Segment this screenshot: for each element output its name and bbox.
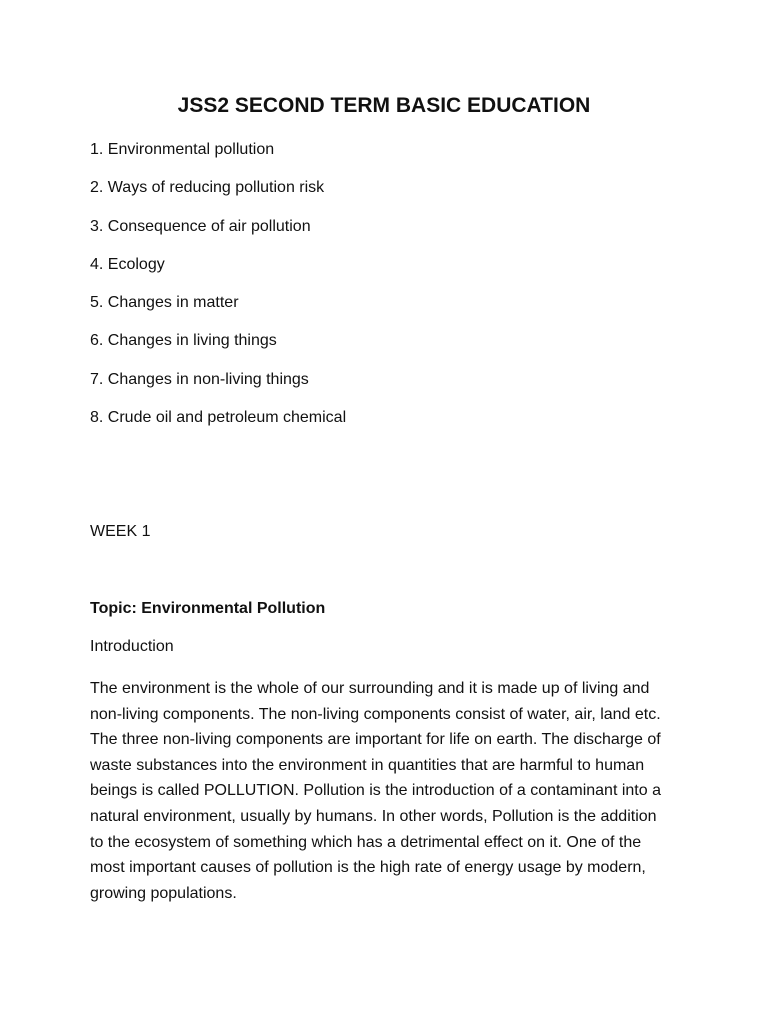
paragraph-line: natural environment, usually by humans. In other words, Pollution is the addition [90, 807, 657, 825]
week-heading: WEEK 1 [90, 523, 151, 540]
topics-list [90, 140, 346, 446]
paragraph-line: most important causes of pollution is the high rate of energy usage by modern, [90, 859, 646, 877]
paragraph-line: beings is called POLLUTION. Pollution is the introduction of a contaminant into a [90, 782, 661, 800]
list-item: 2. Ways of reducing pollution risk [90, 179, 325, 197]
introduction-heading: Introduction [90, 638, 174, 655]
paragraph-line: growing populations. [90, 884, 237, 902]
page-title: JSS2 SECOND TERM BASIC EDUCATION [177, 94, 591, 117]
list-item: 8. Crude oil and petroleum chemical [90, 409, 347, 427]
paragraph-line: non-living components. The non-living components consist of water, air, land etc. [90, 705, 661, 723]
list-item: 7. Changes in non-living things [90, 370, 309, 388]
introduction-paragraph [90, 676, 680, 906]
paragraph-line: The three non-living components are important for life on earth. The discharge of [90, 731, 661, 749]
list-item: 3. Consequence of air pollution [90, 217, 311, 235]
topic-heading: Topic: Environmental Pollution [90, 600, 326, 617]
paragraph-line: The environment is the whole of our surrounding and it is made up of living and [90, 680, 650, 697]
list-item: 1. Environmental pollution [90, 141, 275, 158]
paragraph-line: to the ecosystem of something which has a detrimental effect on it. One of the [90, 833, 642, 851]
paragraph-line: waste substances into the environment in quantities that are harmful to human [90, 756, 645, 774]
list-item: 5. Changes in matter [90, 294, 239, 312]
list-item: 6. Changes in living things [90, 332, 277, 350]
list-item: 4. Ecology [90, 255, 165, 273]
